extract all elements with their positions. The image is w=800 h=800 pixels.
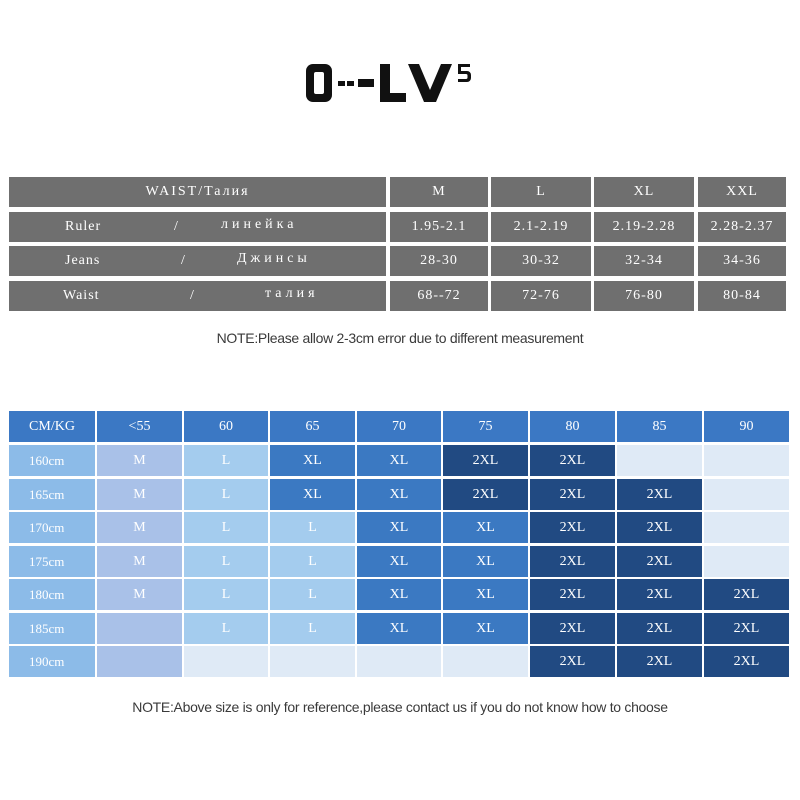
size-recommendation: 2XL [530, 479, 615, 510]
size-cell: 68--72 [390, 281, 488, 311]
size-row-waist-slash: / [190, 288, 195, 303]
size-row-ruler-slash: / [174, 219, 179, 234]
size-recommendation: XL [357, 479, 441, 510]
size-recommendation: L [184, 479, 268, 510]
size-cell: 1.95-2.1 [390, 212, 488, 242]
size-recommendation: L [270, 613, 355, 644]
size-recommendation: 2XL [530, 546, 615, 577]
size-row-jeans-ru: Джинсы [237, 251, 311, 266]
height-label: 170cm [9, 512, 95, 543]
size-recommendation: M [97, 479, 182, 510]
size-cell: 2.28-2.37 [698, 212, 786, 242]
size-recommendation: 2XL [617, 512, 702, 543]
size-row-jeans-en: Jeans [65, 253, 101, 268]
size-recommendation: 2XL [704, 646, 789, 677]
size-recommendation: M [97, 546, 182, 577]
weight-header: 80 [530, 411, 615, 442]
size-recommendation: L [184, 512, 268, 543]
size-recommendation: 2XL [530, 579, 615, 610]
height-label: 175cm [9, 546, 95, 577]
size-recommendation: L [270, 579, 355, 610]
size-recommendation: M [97, 579, 182, 610]
size-recommendation: XL [443, 613, 528, 644]
size-table-header-label: WAIST/Талия [145, 184, 250, 199]
empty-cell [704, 512, 789, 543]
size-cell: 76-80 [594, 281, 694, 311]
size-cell: 2.19-2.28 [594, 212, 694, 242]
size-recommendation: 2XL [530, 512, 615, 543]
weight-header: <55 [97, 411, 182, 442]
size-row-waist-en: Waist [63, 288, 100, 303]
height-label: 180cm [9, 579, 95, 610]
size-recommendation: L [184, 546, 268, 577]
fit-table-corner: CM/KG [9, 411, 95, 442]
reference-note: NOTE:Above size is only for reference,please contact us if you do not know how to choose [132, 699, 668, 715]
weight-header: 75 [443, 411, 528, 442]
empty-cell [704, 445, 789, 476]
size-recommendation: XL [357, 512, 441, 543]
size-cell: 30-32 [491, 246, 591, 276]
empty-cell [704, 546, 789, 577]
size-row-jeans-slash: / [181, 253, 186, 268]
size-row-waist-ru: талия [265, 286, 319, 301]
size-cell: 2.1-2.19 [491, 212, 591, 242]
empty-cell [704, 479, 789, 510]
size-recommendation: L [184, 579, 268, 610]
weight-header: 65 [270, 411, 355, 442]
size-recommendation: L [270, 512, 355, 543]
size-recommendation: M [97, 445, 182, 476]
measurement-note: NOTE:Please allow 2-3cm error due to different measurement [216, 330, 584, 346]
weight-header: 60 [184, 411, 268, 442]
size-cell: 34-36 [698, 246, 786, 276]
size-header-l: L [491, 177, 591, 207]
size-recommendation: XL [443, 579, 528, 610]
size-cell: 80-84 [698, 281, 786, 311]
size-recommendation: 2XL [704, 613, 789, 644]
size-recommendation: 2XL [530, 613, 615, 644]
size-recommendation: 2XL [617, 546, 702, 577]
empty-cell [270, 646, 355, 677]
size-recommendation: XL [357, 546, 441, 577]
empty-cell [184, 646, 268, 677]
size-recommendation: 2XL [617, 579, 702, 610]
size-recommendation: L [270, 546, 355, 577]
size-row-ruler-en: Ruler [65, 219, 102, 234]
height-label: 185cm [9, 613, 95, 644]
size-recommendation: XL [443, 512, 528, 543]
size-recommendation: 2XL [443, 479, 528, 510]
size-recommendation: 2XL [443, 445, 528, 476]
empty-cell [443, 646, 528, 677]
weight-header: 85 [617, 411, 702, 442]
empty-cell [97, 613, 182, 644]
size-recommendation: 2XL [530, 445, 615, 476]
empty-cell [617, 445, 702, 476]
size-cell: 72-76 [491, 281, 591, 311]
size-row-ruler-ru: линейка [221, 217, 298, 232]
size-recommendation: L [184, 445, 268, 476]
size-recommendation: XL [357, 613, 441, 644]
size-recommendation: 2XL [617, 646, 702, 677]
size-cell: 28-30 [390, 246, 488, 276]
size-recommendation: L [184, 613, 268, 644]
size-recommendation: XL [443, 546, 528, 577]
weight-header: 70 [357, 411, 441, 442]
size-header-xxl: XXL [698, 177, 786, 207]
height-label: 190cm [9, 646, 95, 677]
height-label: 165cm [9, 479, 95, 510]
size-recommendation: M [97, 512, 182, 543]
size-recommendation: XL [270, 479, 355, 510]
height-label: 160cm [9, 445, 95, 476]
size-header-m: M [390, 177, 488, 207]
size-recommendation: 2XL [617, 479, 702, 510]
size-cell: 32-34 [594, 246, 694, 276]
size-recommendation: 2XL [617, 613, 702, 644]
weight-header: 90 [704, 411, 789, 442]
empty-cell [97, 646, 182, 677]
size-header-xl: XL [594, 177, 694, 207]
size-recommendation: 2XL [704, 579, 789, 610]
size-recommendation: XL [357, 579, 441, 610]
size-recommendation: 2XL [530, 646, 615, 677]
size-recommendation: XL [357, 445, 441, 476]
empty-cell [357, 646, 441, 677]
size-recommendation: XL [270, 445, 355, 476]
